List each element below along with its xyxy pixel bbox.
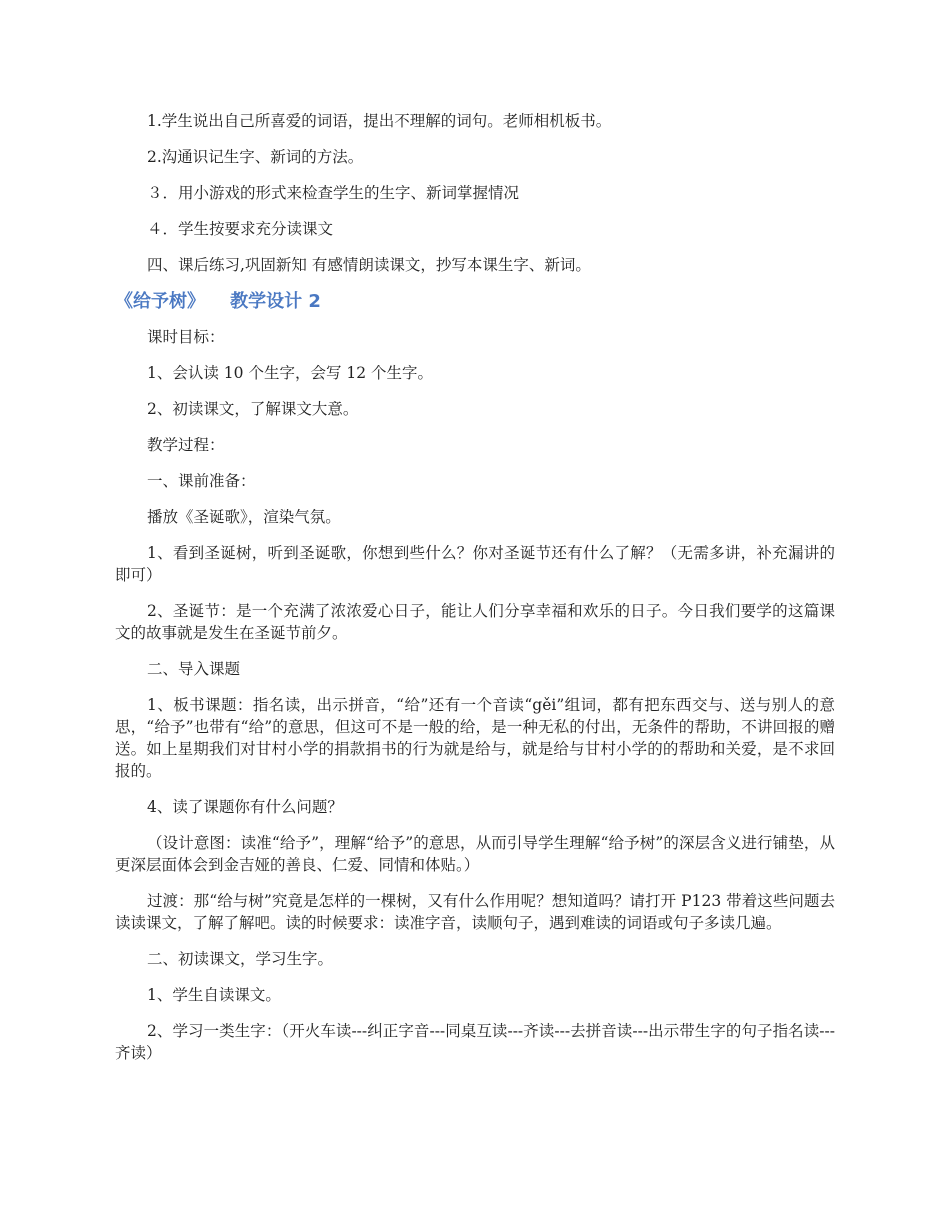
section-heading — [115, 290, 835, 314]
intro-item-5: 四、课后练习,巩固新知 有感情朗读课文，抄写本课生字、新词。 — [147, 256, 591, 274]
paragraph-play-song: 播放《圣诞歌》，渲染气氛。 — [147, 508, 341, 526]
paragraph-prep-1: 1、看到圣诞树，听到圣诞歌，你想到些什么？你对圣诞节还有什么了解？（无需多讲，补充漏讲的即可） — [115, 544, 835, 584]
intro-item-4: ４．学生按要求充分读课文 — [147, 220, 334, 238]
paragraph-read-2: 2、学习一类生字：（开火车读---纠正字音---同桌互读---齐读---去拼音读---出示带生字的句子指名读---齐读） — [115, 1022, 835, 1062]
paragraph-first-read: 二、初读课文，学习生字。 — [147, 950, 334, 968]
heading-title: 《给予树》 — [115, 291, 205, 312]
paragraph-prep-2: 2、圣诞节：是一个充满了浓浓爱心日子，能让人们分享幸福和欢乐的日子。今日我们要学的这篇课文的故事就是发生在圣诞节前夕。 — [115, 602, 835, 642]
paragraph-process: 教学过程： — [147, 436, 225, 454]
paragraph-topic-4: 4、读了课题你有什么问题？ — [147, 798, 343, 816]
intro-item-3: ３．用小游戏的形式来检查学生的生字、新词掌握情况 — [147, 184, 520, 202]
paragraph-intro-topic: 二、导入课题 — [147, 660, 241, 678]
paragraph-prep: 一、课前准备： — [147, 472, 256, 490]
intro-item-2: 2.沟通识记生字、新词的方法。 — [147, 148, 364, 166]
paragraph-lesson-goals: 课时目标： — [147, 328, 225, 346]
paragraph-topic-1: 1、板书课题：指名读，出示拼音，“给”还有一个音读“gěi”组词，都有把东西交与、送与别人的意思，“给予”也带有“给”的意思，但这可不是一般的给，是一种无私的付出，无条件的帮助，不讲回报的赠送。如上星期我们对甘村小学的捐款捐书的行为就是给与，就是给与甘村小学的的帮助和关爱，是不求回报的。 — [115, 696, 835, 780]
intro-item-1: 1.学生说出自己所喜爱的词语，提出不理解的词句。老师相机板书。 — [147, 112, 612, 130]
paragraph-goal-2: 2、初读课文，了解课文大意。 — [147, 400, 359, 418]
paragraph-transition: 过渡：那“给与树”究竟是怎样的一棵树，又有什么作用呢？想知道吗？请打开 P123 带着这些问题去读读课文，了解了解吧。读的时候要求：读准字音，读顺句子，遇到难读的词语或句子多读几遍。 — [115, 892, 835, 932]
heading-subtitle: 教学设计 2 — [230, 291, 321, 312]
paragraph-read-1: 1、学生自读课文。 — [147, 986, 281, 1004]
paragraph-design-intent: （设计意图：读准“给予”，理解“给予”的意思，从而引导学生理解“给予树”的深层含义进行铺垫，从更深层面体会到金吉娅的善良、仁爱、同情和体贴。） — [115, 834, 835, 874]
paragraph-goal-1: 1、会认读 10 个生字，会写 12 个生字。 — [147, 364, 434, 382]
document-body — [115, 110, 835, 1078]
